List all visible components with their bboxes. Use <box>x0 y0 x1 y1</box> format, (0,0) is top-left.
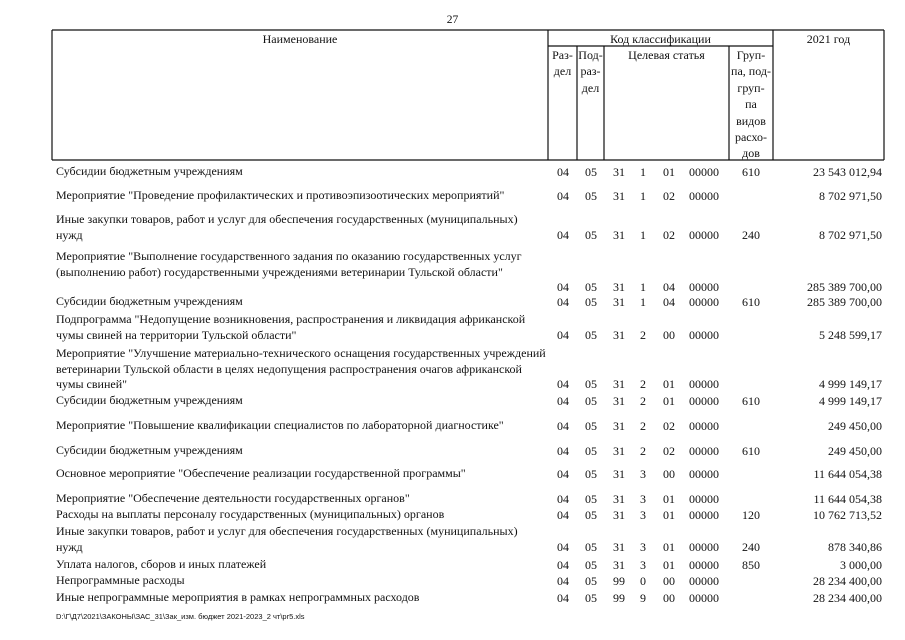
cell-target-subprogram: 1 <box>640 189 646 203</box>
cell-target-subprogram: 3 <box>640 540 646 554</box>
cell-name: Мероприятие "Проведение профилактических и противоэпизоотических мероприятий" <box>56 188 505 202</box>
cell-amount: 28 234 400,00 <box>813 574 882 588</box>
cell-target-program: 31 <box>613 377 625 391</box>
cell-target-program: 31 <box>613 508 625 522</box>
cell-target-event: 01 <box>663 508 675 522</box>
cell-name: Субсидии бюджетным учреждениям <box>56 164 243 178</box>
cell-razdel: 04 <box>557 558 569 572</box>
cell-expense-group: 610 <box>742 295 760 309</box>
cell-target-subprogram: 3 <box>640 467 646 481</box>
cell-expense-group: 610 <box>742 394 760 408</box>
cell-target-subprogram: 9 <box>640 591 646 605</box>
cell-target-event: 04 <box>663 295 675 309</box>
cell-podrazdel: 05 <box>585 394 597 408</box>
footer-file-path: D:\Г\Д7\2021\ЗАКОНЫ\ЗАС_31\Зак_изм. бюджет 2021-2023_2 чт\pr5.xls <box>56 612 305 621</box>
cell-target-code: 00000 <box>689 558 719 572</box>
cell-target-event: 00 <box>663 591 675 605</box>
cell-target-program: 99 <box>613 591 625 605</box>
cell-podrazdel: 05 <box>585 419 597 433</box>
header-razdel: Раз- дел <box>552 48 573 79</box>
cell-expense-group: 240 <box>742 540 760 554</box>
cell-podrazdel: 05 <box>585 558 597 572</box>
cell-target-program: 31 <box>613 492 625 506</box>
cell-target-event: 01 <box>663 540 675 554</box>
cell-name: Мероприятие "Выполнение государственного задания по оказанию государственных услуг (выполнению работ) государственными учреждениями ветеринарии Тульской области" <box>56 249 522 279</box>
cell-podrazdel: 05 <box>585 280 597 294</box>
cell-target-code: 00000 <box>689 165 719 179</box>
cell-target-program: 31 <box>613 444 625 458</box>
cell-target-code: 00000 <box>689 444 719 458</box>
cell-target-event: 01 <box>663 394 675 408</box>
cell-name: Иные закупки товаров, работ и услуг для обеспечения государственных (муниципальных) нужд <box>56 524 518 554</box>
header-target: Целевая статья <box>628 48 705 62</box>
cell-name: Уплата налогов, сборов и иных платежей <box>56 557 267 571</box>
cell-target-subprogram: 0 <box>640 574 646 588</box>
cell-razdel: 04 <box>557 444 569 458</box>
cell-name: Субсидии бюджетным учреждениям <box>56 393 243 407</box>
cell-target-subprogram: 1 <box>640 280 646 294</box>
header-name: Наименование <box>262 32 338 46</box>
cell-target-program: 31 <box>613 165 625 179</box>
cell-target-program: 31 <box>613 419 625 433</box>
cell-target-program: 99 <box>613 574 625 588</box>
cell-name: Субсидии бюджетным учреждениям <box>56 443 243 457</box>
cell-target-program: 31 <box>613 467 625 481</box>
cell-target-program: 31 <box>613 540 625 554</box>
cell-target-code: 00000 <box>689 228 719 242</box>
cell-amount: 285 389 700,00 <box>807 295 882 309</box>
cell-target-event: 02 <box>663 444 675 458</box>
cell-target-program: 31 <box>613 394 625 408</box>
cell-amount: 249 450,00 <box>828 444 882 458</box>
cell-razdel: 04 <box>557 189 569 203</box>
cell-amount: 4 999 149,17 <box>819 394 882 408</box>
cell-amount: 28 234 400,00 <box>813 591 882 605</box>
cell-name: Расходы на выплаты персоналу государственных (муниципальных) органов <box>56 507 445 521</box>
header-code: Код классификации <box>610 32 711 46</box>
cell-target-subprogram: 3 <box>640 508 646 522</box>
header-group: Груп- па, под- груп- па видов расхо- дов <box>731 48 771 161</box>
cell-target-code: 00000 <box>689 574 719 588</box>
cell-target-code: 00000 <box>689 328 719 342</box>
cell-target-program: 31 <box>613 228 625 242</box>
cell-target-code: 00000 <box>689 189 719 203</box>
cell-target-event: 00 <box>663 574 675 588</box>
cell-name: Субсидии бюджетным учреждениям <box>56 294 243 308</box>
cell-target-event: 01 <box>663 558 675 572</box>
cell-razdel: 04 <box>557 377 569 391</box>
cell-podrazdel: 05 <box>585 228 597 242</box>
cell-podrazdel: 05 <box>585 328 597 342</box>
cell-amount: 285 389 700,00 <box>807 280 882 294</box>
cell-target-subprogram: 2 <box>640 328 646 342</box>
cell-target-event: 01 <box>663 377 675 391</box>
cell-target-program: 31 <box>613 558 625 572</box>
cell-target-subprogram: 1 <box>640 228 646 242</box>
cell-target-subprogram: 2 <box>640 419 646 433</box>
cell-razdel: 04 <box>557 574 569 588</box>
cell-target-event: 01 <box>663 165 675 179</box>
cell-name: Подпрограмма "Недопущение возникновения, распространения и ликвидация африканской чумы свиней на территории Тульской области" <box>56 312 526 342</box>
cell-target-event: 00 <box>663 467 675 481</box>
cell-amount: 11 644 054,38 <box>813 467 882 481</box>
cell-razdel: 04 <box>557 467 569 481</box>
cell-target-subprogram: 3 <box>640 492 646 506</box>
cell-target-code: 00000 <box>689 280 719 294</box>
cell-razdel: 04 <box>557 280 569 294</box>
cell-expense-group: 850 <box>742 558 760 572</box>
cell-target-code: 00000 <box>689 540 719 554</box>
cell-razdel: 04 <box>557 394 569 408</box>
cell-amount: 8 702 971,50 <box>819 189 882 203</box>
cell-podrazdel: 05 <box>585 467 597 481</box>
cell-expense-group: 610 <box>742 444 760 458</box>
cell-razdel: 04 <box>557 165 569 179</box>
cell-podrazdel: 05 <box>585 295 597 309</box>
cell-target-code: 00000 <box>689 591 719 605</box>
cell-razdel: 04 <box>557 492 569 506</box>
cell-target-event: 02 <box>663 228 675 242</box>
cell-target-code: 00000 <box>689 492 719 506</box>
cell-target-program: 31 <box>613 328 625 342</box>
cell-name: Мероприятие "Повышение квалификации специалистов по лабораторной диагностике" <box>56 418 504 432</box>
cell-razdel: 04 <box>557 228 569 242</box>
cell-razdel: 04 <box>557 419 569 433</box>
cell-podrazdel: 05 <box>585 508 597 522</box>
cell-target-code: 00000 <box>689 377 719 391</box>
cell-target-program: 31 <box>613 280 625 294</box>
cell-target-event: 02 <box>663 189 675 203</box>
cell-name: Иные закупки товаров, работ и услуг для обеспечения государственных (муниципальных) нужд <box>56 212 518 242</box>
cell-target-subprogram: 2 <box>640 394 646 408</box>
cell-podrazdel: 05 <box>585 189 597 203</box>
cell-amount: 8 702 971,50 <box>819 228 882 242</box>
cell-razdel: 04 <box>557 328 569 342</box>
cell-target-event: 04 <box>663 280 675 294</box>
cell-target-code: 00000 <box>689 295 719 309</box>
cell-amount: 4 999 149,17 <box>819 377 882 391</box>
cell-target-subprogram: 3 <box>640 558 646 572</box>
header-year: 2021 год <box>806 32 851 46</box>
cell-razdel: 04 <box>557 540 569 554</box>
cell-razdel: 04 <box>557 508 569 522</box>
cell-amount: 10 762 713,52 <box>813 508 882 522</box>
cell-target-code: 00000 <box>689 508 719 522</box>
cell-podrazdel: 05 <box>585 165 597 179</box>
page-number: 27 <box>446 14 459 26</box>
cell-amount: 11 644 054,38 <box>813 492 882 506</box>
cell-name: Мероприятие "Обеспечение деятельности государственных органов" <box>56 491 410 505</box>
cell-podrazdel: 05 <box>585 574 597 588</box>
cell-amount: 249 450,00 <box>828 419 882 433</box>
cell-amount: 5 248 599,17 <box>819 328 882 342</box>
cell-name: Иные непрограммные мероприятия в рамках непрограммных расходов <box>56 590 420 604</box>
cell-name: Основное мероприятие "Обеспечение реализации государственной программы" <box>56 466 466 480</box>
cell-expense-group: 610 <box>742 165 760 179</box>
cell-expense-group: 240 <box>742 228 760 242</box>
cell-razdel: 04 <box>557 295 569 309</box>
cell-podrazdel: 05 <box>585 492 597 506</box>
cell-name: Непрограммные расходы <box>56 573 185 587</box>
cell-target-program: 31 <box>613 189 625 203</box>
cell-target-event: 01 <box>663 492 675 506</box>
cell-podrazdel: 05 <box>585 377 597 391</box>
cell-expense-group: 120 <box>742 508 760 522</box>
cell-target-program: 31 <box>613 295 625 309</box>
cell-podrazdel: 05 <box>585 444 597 458</box>
cell-name: Мероприятие "Улучшение материально-технического оснащения государственных учреждений ветеринарии Тульской области в целях недопущения распространения очагов африканской чумы свиней" <box>56 346 546 391</box>
cell-target-code: 00000 <box>689 394 719 408</box>
cell-podrazdel: 05 <box>585 591 597 605</box>
cell-target-subprogram: 1 <box>640 295 646 309</box>
cell-target-subprogram: 1 <box>640 165 646 179</box>
cell-razdel: 04 <box>557 591 569 605</box>
cell-amount: 878 340,86 <box>828 540 882 554</box>
cell-target-subprogram: 2 <box>640 444 646 458</box>
cell-target-code: 00000 <box>689 467 719 481</box>
cell-target-event: 02 <box>663 419 675 433</box>
cell-target-subprogram: 2 <box>640 377 646 391</box>
cell-target-code: 00000 <box>689 419 719 433</box>
cell-podrazdel: 05 <box>585 540 597 554</box>
cell-amount: 23 543 012,94 <box>813 165 882 179</box>
header-podrazdel: Под- раз- дел <box>578 48 603 95</box>
cell-amount: 3 000,00 <box>840 558 882 572</box>
cell-target-event: 00 <box>663 328 675 342</box>
